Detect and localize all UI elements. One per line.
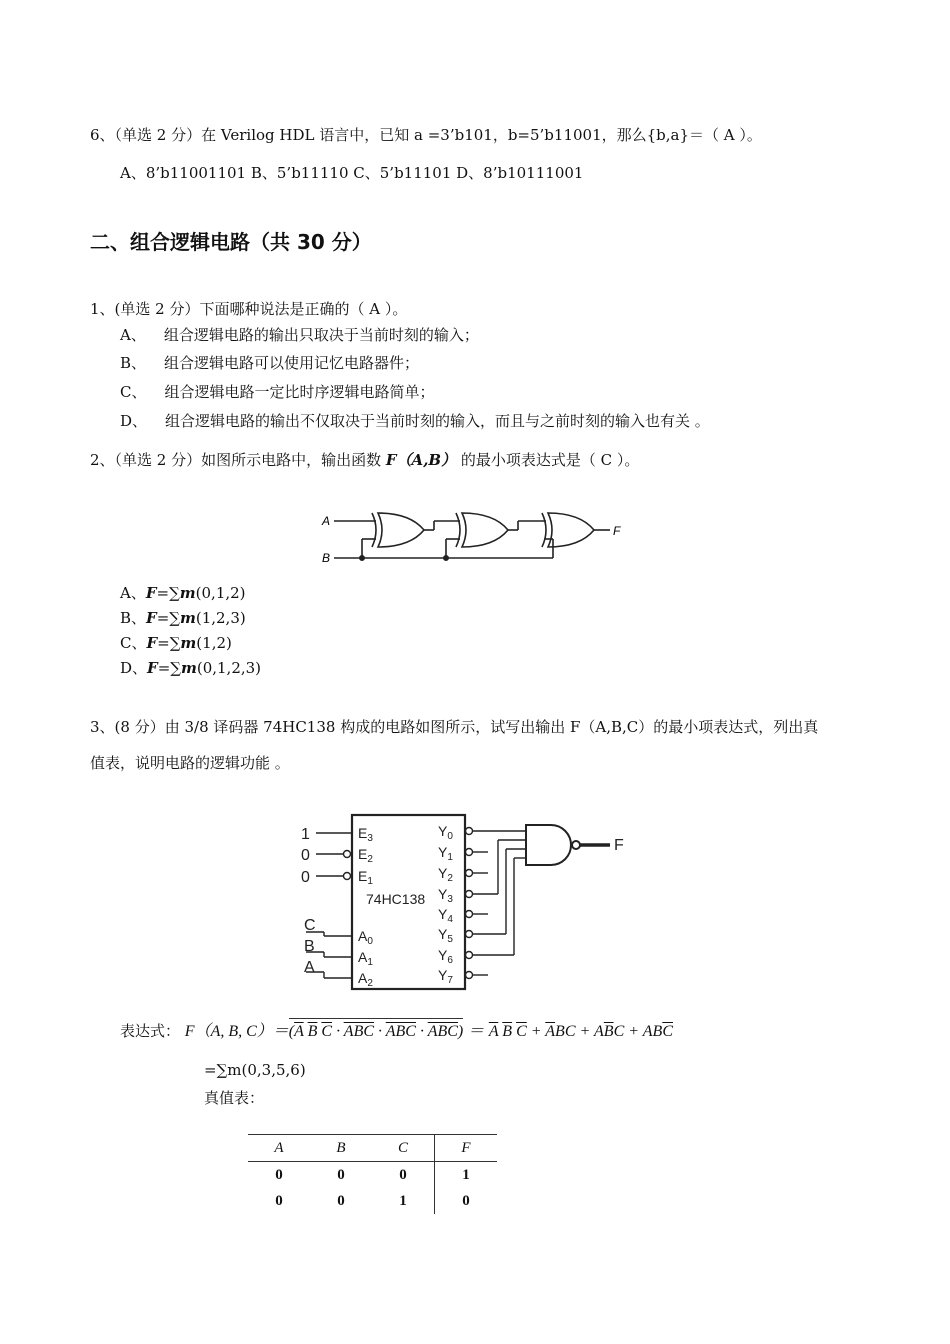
q1-option-d: D、 组合逻辑电路的输出不仅取决于当前时刻的输入，而且与之前时刻的输入也有关 。 [120,412,710,430]
pin-a1: $A_1$ [358,949,373,968]
enable-value-e1: 0 [301,869,310,886]
circuit-label-a: A [322,514,331,528]
enable-value-e3: 1 [301,826,310,843]
pin-y6: $Y_6$ [438,947,453,966]
circuit-label-b: B [322,551,331,565]
truth-table [248,1134,497,1214]
pin-a2: $A_2$ [358,970,373,989]
table-row: 0 0 1 0 [248,1188,497,1214]
q6-stem: 6、（单选 2 分）在 Verilog HDL 语言中，已知 a =3’b101，b=5’b11001，那么{b,a}＝（ A ）。 [90,126,762,144]
expression-line: 表达式： F（A, B, $C)=(\overline{A}$ $\overline{B}$ $\overline{C}$ · ABC · ABC · $ABC) = \overline{A}$ $\overline{B}$ $\overline{C} + \overline{A}BC + A\overline{B}C + AB\overline{C}$ [120,1016,673,1047]
table-row: 0 0 0 1 [248,1162,497,1189]
q3-stem-line2: 值表，说明电路的逻辑功能 。 [90,754,290,772]
decoder-circuit [296,812,636,994]
col-header-c: C [372,1135,435,1162]
col-header-a: A [248,1135,310,1162]
address-label-c: C [304,917,316,934]
circuit-label-f: F [613,524,621,538]
output-label-f: F [614,837,624,854]
enable-value-e2: 0 [301,847,310,864]
pin-e3: $E_3$ [358,825,373,844]
q6-options: A、8’b11001101 B、5’b11110 C、5’b11101 D、8’b10111001 [120,164,584,182]
pin-e2: $E_2$ [358,846,373,865]
col-header-f: F [435,1135,498,1162]
q2-option-c: C、F=∑m(1,2) [120,634,232,652]
pin-e1: $E_1$ [358,868,373,887]
pin-y1: $Y_1$ [438,844,453,863]
col-header-b: B [310,1135,372,1162]
q2-option-b: B、F=∑m(1,2,3) [120,609,246,627]
pin-a0: $A_0$ [358,928,373,947]
pin-y0: $Y_0$ [438,823,453,842]
q2-stem: 2、（单选 2 分）如图所示电路中，输出函数 F（A,B） 的最小项表达式是（ C ）。 [90,451,640,469]
address-label-a: A [304,959,315,976]
pin-y2: $Y_2$ [438,865,453,884]
section-title: 二、组合逻辑电路（共 30 分） [90,230,372,254]
pin-y3: $Y_3$ [438,886,453,905]
minterm-sum: =∑m(0,3,5,6) [204,1061,306,1079]
nand-overbar-group: ($\overline{A}$ $\overline{B}$ $\overline{C}$ · ABC · ABC · ABC) [289,1018,463,1040]
pin-y7: $Y_7$ [438,967,453,986]
q1-option-c: C、 组合逻辑电路一定比时序逻辑电路简单； [120,383,435,401]
truth-table-label: 真值表： [204,1089,265,1107]
expression-label: 表达式： [120,1022,181,1040]
pin-y5: $Y_5$ [438,926,453,945]
table-header-row [248,1135,497,1162]
q1-stem: 1、(单选 2 分）下面哪种说法是正确的（ A ）。 [90,300,408,318]
pin-y4: $Y_4$ [438,906,453,925]
q3-stem-line1: 3、(8 分）由 3/8 译码器 74HC138 构成的电路如图所示，试写出输出 F（A,B,C）的最小项表达式，列出真 [90,718,819,736]
q2-option-a: A、F=∑m(0,1,2) [120,584,246,602]
q2-option-d: D、F=∑m(0,1,2,3) [120,659,262,677]
q1-option-a: A、 组合逻辑电路的输出只取决于当前时刻的输入； [120,326,479,344]
xor-chain-circuit [318,505,628,570]
chip-label: 74HC138 [366,891,426,907]
q1-option-b: B、 组合逻辑电路可以使用记忆电路器件； [120,354,420,372]
address-label-b: B [304,938,315,955]
